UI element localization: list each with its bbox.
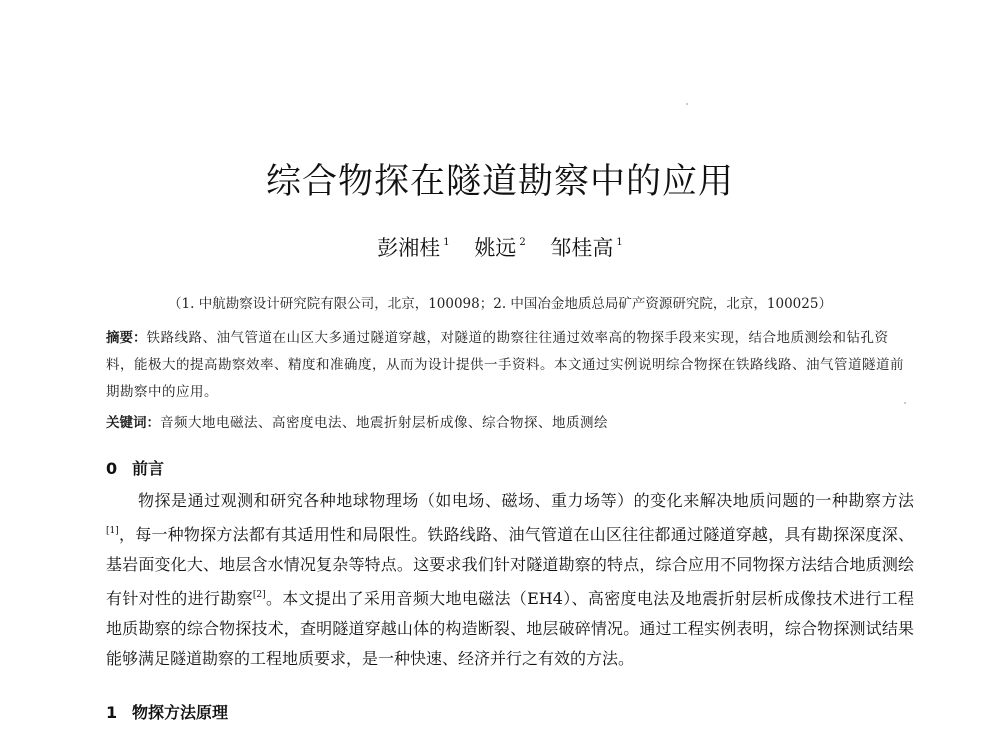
scan-speck — [686, 103, 688, 105]
abstract-text: 铁路线路、油气管道在山区大多通过隧道穿越，对隧道的勘察往往通过效率高的物探手段来实现，结合地质测绘和钻孔资料，能极大的提高勘察效率、精度和准确度，从而为设计提供一手资料。本文通过实例说明综合物探在铁路线路、油气管道隧道前期勘察中的应用。 — [106, 330, 904, 400]
affiliation: （1. 中航勘察设计研究院有限公司，北京，100098；2. 中国冶金地质总局矿产资源研究院，北京，100025） — [168, 296, 832, 312]
citation-ref[interactable]: [2] — [252, 590, 266, 600]
intro-paragraph: 物探是通过观测和研究各种地球物理场（如电场、磁场、重力场等）的变化来解决地质问题的一种勘察方法[1]，每一种物探方法都有其适用性和局限性。铁路线路、油气管道在山区往往都通过隧道穿越，具有勘探深度深、基岩面变化大、地层含水情况复杂等特点。这要求我们针对隧道勘察的特点，综合应用不同物探方法结合地质测绘有针对性的进行勘察[2]。本文提出了采用音频大地电磁法（EH4）、高密度电法及地震折射层析成像技术进行工程地质勘察的综合物探技术，查明隧道穿越山体的构造断裂、地层破碎情况。通过工程实例表明，综合物探测试结果能够满足隧道勘察的工程地质要求，是一种快速、经济并行之有效的方法。 — [106, 491, 914, 668]
abstract-label: 摘要： — [106, 330, 147, 346]
abstract — [106, 325, 914, 406]
author: 邹桂高 $^1$ — [550, 236, 623, 260]
paper-title: 综合物探在隧道勘察中的应用 — [265, 162, 734, 202]
section-heading-0: 0 前言 — [106, 459, 165, 478]
author: 彭湘桂 $^1$ — [377, 236, 450, 260]
author: 姚远 $^2$ — [474, 236, 526, 260]
keywords-text: 音频大地电磁法、高密度电法、地震折射层析成像、综合物探、地质测绘 — [160, 415, 608, 431]
author-list — [0, 232, 1000, 262]
keywords-label: 关键词： — [106, 415, 160, 431]
keywords — [106, 412, 914, 434]
scan-speck — [904, 402, 906, 404]
section-heading-1: 1 物探方法原理 — [106, 703, 229, 722]
citation-ref[interactable]: [1] — [106, 526, 119, 536]
